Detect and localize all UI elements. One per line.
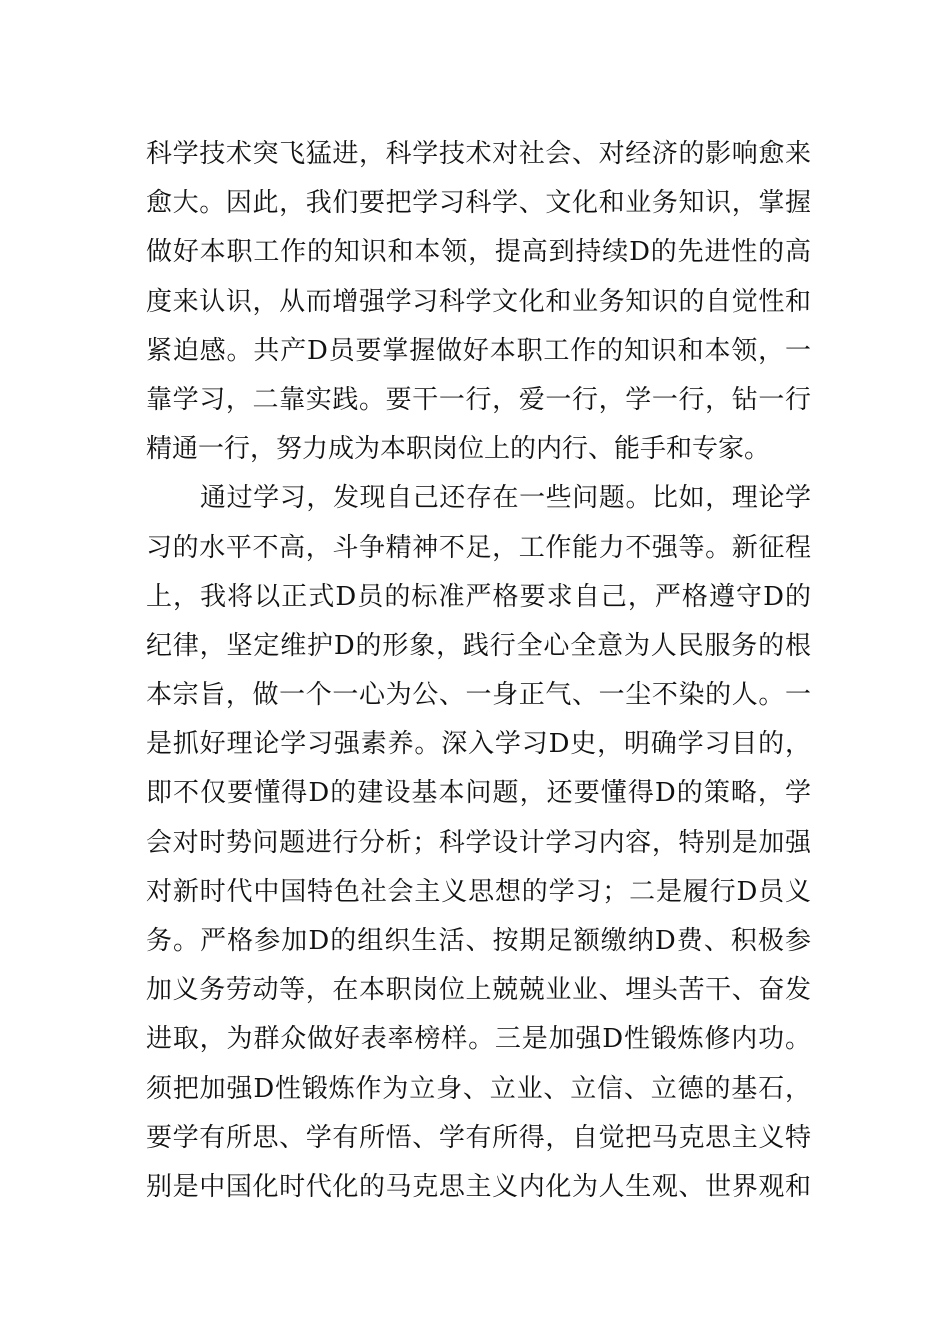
text-line: 纪律，坚定维护D的形象，践行全心全意为人民服务的根 [146, 630, 811, 661]
text-line: 要学有所思、学有所悟、学有所得，自觉把马克思主义特 [146, 1122, 811, 1153]
text-line: 会对时势问题进行分析；科学设计学习内容，特别是加强 [146, 827, 811, 858]
text-line: 习的水平不高，斗争精神不足，工作能力不强等。新征程 [146, 532, 811, 563]
text-line: 科学技术突飞猛进，科学技术对社会、对经济的影响愈来 [146, 139, 811, 169]
text-line: 愈大。因此，我们要把学习科学、文化和业务知识，掌握 [146, 188, 811, 219]
text-line: 紧迫感。共产D员要掌握做好本职工作的知识和本领，一 [146, 335, 811, 366]
text-line: 通过学习，发现自己还存在一些问题。比如，理论学 [200, 483, 811, 514]
body-text [146, 130, 811, 1212]
text-line: 精通一行，努力成为本职岗位上的内行、能手和专家。 [146, 434, 771, 465]
text-line: 须把加强D性锻炼作为立身、立业、立信、立德的基石， [146, 1073, 811, 1104]
text-line: 度来认识，从而增强学习科学文化和业务知识的自觉性和 [146, 286, 811, 317]
text-line: 是抓好理论学习强素养。深入学习D史，明确学习目的， [146, 729, 811, 760]
text-line: 上，我将以正式D员的标准严格要求自己，严格遵守D的 [146, 581, 811, 612]
paragraph-2 [146, 474, 811, 1212]
text-line: 靠学习，二靠实践。要干一行，爱一行，学一行，钻一行 [146, 384, 811, 415]
text-line: 别是中国化时代化的马克思主义内化为人生观、世界观和 [146, 1171, 811, 1202]
text-line: 加义务劳动等，在本职岗位上兢兢业业、埋头苦干、奋发 [146, 975, 811, 1006]
text-line: 做好本职工作的知识和本领，提高到持续D的先进性的高 [146, 237, 811, 268]
text-line: 务。严格参加D的组织生活、按期足额缴纳D费、积极参 [146, 926, 811, 956]
text-line: 本宗旨，做一个一心为公、一身正气、一尘不染的人。一 [146, 680, 811, 711]
text-line: 对新时代中国特色社会主义思想的学习；二是履行D员义 [146, 876, 811, 907]
paragraph-1 [146, 130, 811, 474]
text-line: 即不仅要懂得D的建设基本问题，还要懂得D的策略，学 [146, 778, 811, 809]
text-line: 进取，为群众做好表率榜样。三是加强D性锻炼修内功。 [146, 1024, 811, 1055]
